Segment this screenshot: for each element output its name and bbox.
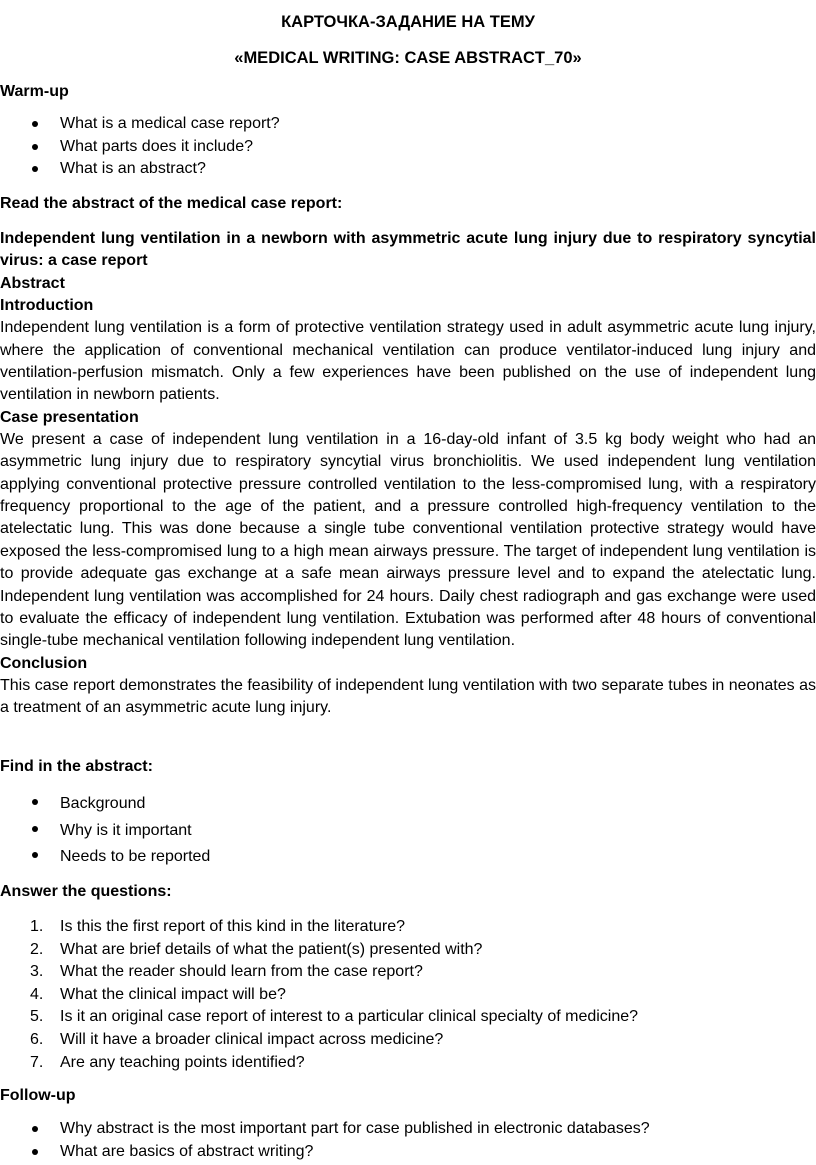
list-item: Background xyxy=(0,791,816,818)
find-list xyxy=(0,791,816,871)
list-item: 5. Is it an original case report of interest to a particular clinical specialty of medicine? xyxy=(30,1008,639,1026)
list-item: 7. Are any teaching points identified? xyxy=(30,1053,305,1071)
warmup-list xyxy=(0,113,816,181)
followup-list xyxy=(0,1118,816,1163)
followup-heading: Follow-up xyxy=(0,1087,76,1104)
list-item: 3. What the reader should learn from the case report? xyxy=(30,963,423,981)
article xyxy=(0,228,816,720)
card-title: КАРТОЧКА-ЗАДАНИЕ НА ТЕМУ xyxy=(281,13,535,31)
conclusion-text: This case report demonstrates the feasibility of independent lung ventilation with two separate tubes in neonates as a treatment of an asymmetric acute lung injury. xyxy=(0,676,816,717)
find-heading: Find in the abstract: xyxy=(0,758,153,775)
card-subtitle: «MEDICAL WRITING: CASE ABSTRACT_70» xyxy=(234,49,582,67)
article-title: Independent lung ventilation in a newborn with asymmetric acute lung injury due to respiratory syncytial virus: a case report xyxy=(0,230,816,270)
list-item: 4. What the clinical impact will be? xyxy=(30,985,286,1003)
case-presentation-text: We present a case of independent lung ventilation in a 16-day-old infant of 3.5 kg body weight who had an asymmetric lung injury due to respiratory syncytial virus bronchiolitis. We used independent lung ventilation applying conventional protective pressure controlled ventilation to the less-compromised lung, with a respiratory frequency proportional to the age of the patient, and a pressure controlled high-frequency ventilation to the atelectatic lung. This was done because a single tube conventional ventilation protective strategy would have exposed the less-compromised lung to a high mean airways pressure. The target of independent lung ventilation is to provide adequate gas exchange at a safe mean airways pressure level and to expand the atelectatic lung. Independent lung ventilation was accomplished for 24 hours. Daily chest radiograph and gas exchange were used to evaluate the efficacy of independent lung ventilation. Extubation was performed after 48 hours of conventional single-tube mechanical ventilation following independent lung ventilation. xyxy=(0,431,816,650)
abstract-label: Abstract xyxy=(0,274,65,292)
read-heading: Read the abstract of the medical case report: xyxy=(0,195,343,212)
list-item: 6. Will it have a broader clinical impact across medicine? xyxy=(30,1030,444,1048)
list-item: Why is it important xyxy=(0,818,816,845)
list-item: What are basics of abstract writing? xyxy=(0,1141,816,1164)
list-item: What is a medical case report? xyxy=(0,113,816,136)
introduction-label: Introduction xyxy=(0,297,94,315)
list-item: 1. Is this the first report of this kind in the literature? xyxy=(30,918,406,935)
questions-list xyxy=(0,916,816,1074)
list-item: 2. What are brief details of what the patient(s) presented with? xyxy=(30,940,483,958)
introduction-text: Independent lung ventilation is a form of protective ventilation strategy used in adult asymmetric acute lung injury, where the application of conventional mechanical ventilation can produce ventilator-induced lung injury and ventilation-perfusion mismatch. Only a few experiences have been published on the use of independent lung ventilation in newborn patients. xyxy=(0,319,816,404)
list-item: Why abstract is the most important part for case published in electronic databases? xyxy=(0,1118,816,1141)
conclusion-label: Conclusion xyxy=(0,654,88,672)
list-item: What parts does it include? xyxy=(0,136,816,159)
list-item: Needs to be reported xyxy=(0,844,816,871)
warmup-heading: Warm-up xyxy=(0,83,69,100)
answer-heading: Answer the questions: xyxy=(0,883,172,900)
list-item: What is an abstract? xyxy=(0,158,816,181)
case-presentation-label: Case presentation xyxy=(0,408,139,426)
